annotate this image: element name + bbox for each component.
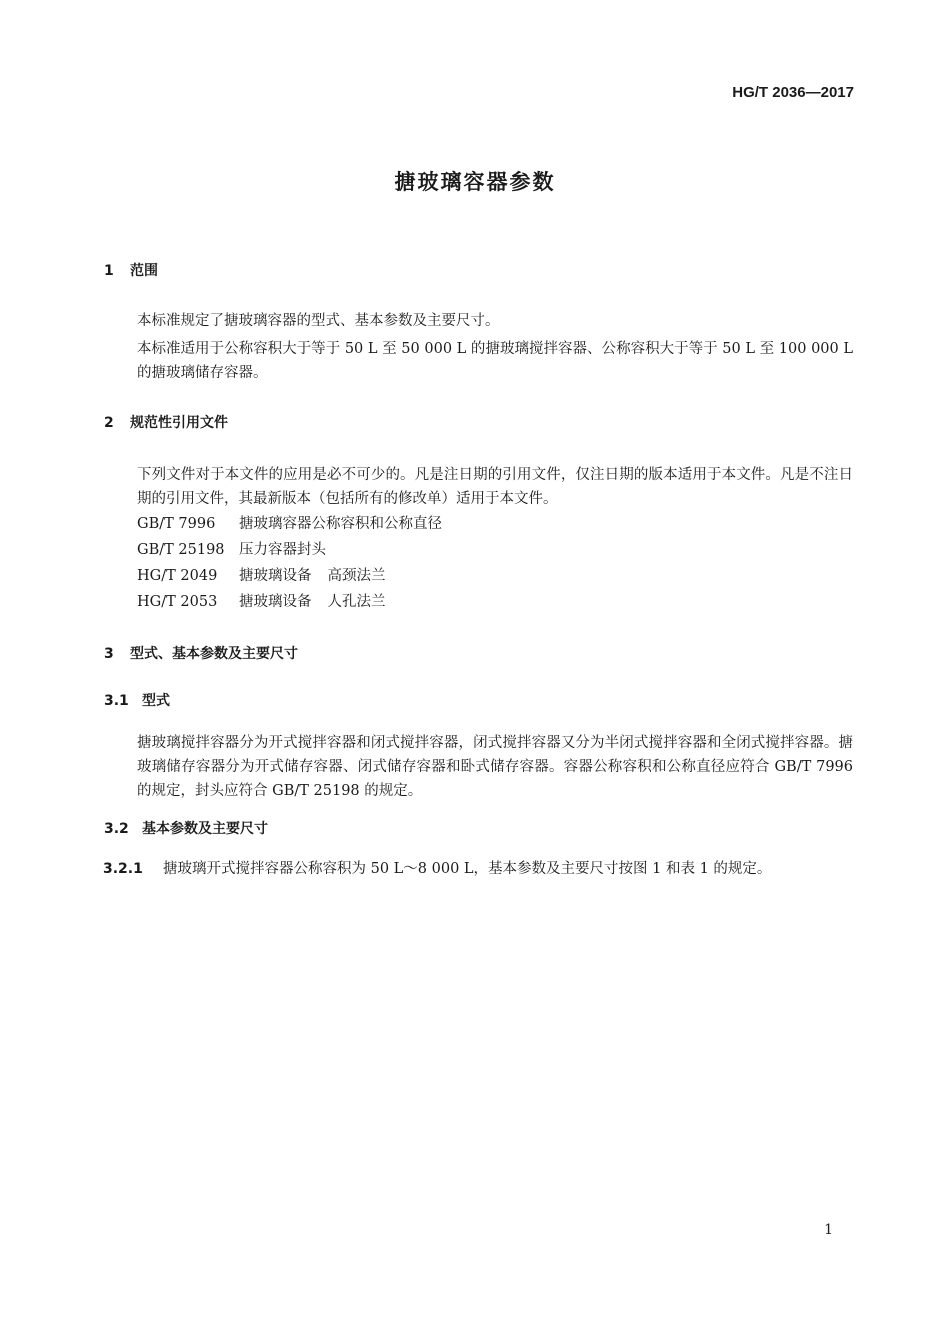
reference-item: [137, 589, 386, 615]
section-3-2-heading: [104, 818, 268, 838]
section-title: 范围: [130, 263, 158, 279]
section-title: 型式: [142, 693, 170, 709]
reference-item: [137, 511, 442, 537]
section-title: 规范性引用文件: [130, 415, 228, 431]
section-number: 3.2: [104, 821, 129, 837]
reference-subtitle: 人孔法兰: [327, 594, 386, 610]
section-1-heading: [104, 260, 158, 280]
clause-text: 搪玻璃开式搅拌容器公称容积为 50 L～8 000 L，基本参数及主要尺寸按图 1 和表 1 的规定。: [163, 861, 772, 877]
reference-subtitle: 高颈法兰: [327, 568, 386, 584]
reference-title: 搪玻璃容器公称容积和公称直径: [239, 516, 442, 532]
type-paragraph: 搪玻璃搅拌容器分为开式搅拌容器和闭式搅拌容器，闭式搅拌容器又分为半闭式搅拌容器和全闭式搅拌容器。搪玻璃储存容器分为开式储存容器、闭式储存容器和卧式储存容器。容器公称容积和公称直径应符合 GB/T 7996 的规定，封头应符合 GB/T 25198 的规定。: [137, 735, 853, 799]
section-title: 基本参数及主要尺寸: [142, 821, 268, 837]
reference-title: 压力容器封头: [239, 542, 326, 558]
section-2-heading: [104, 412, 228, 432]
section-title: 型式、基本参数及主要尺寸: [130, 646, 298, 662]
reference-code: GB/T 7996: [137, 516, 216, 532]
reference-code: GB/T 25198: [137, 542, 225, 558]
references-intro: 下列文件对于本文件的应用是必不可少的。凡是注日期的引用文件，仅注日期的版本适用于本文件。凡是不注日期的引用文件，其最新版本（包括所有的修改单）适用于本文件。: [137, 467, 853, 507]
document-title: 搪玻璃容器参数: [394, 170, 556, 194]
clause-3-2-1: [103, 857, 863, 878]
section-number: 3: [104, 646, 114, 662]
reference-code: HG/T 2049: [137, 568, 218, 584]
reference-title: 搪玻璃设备: [239, 568, 312, 584]
reference-item: [137, 563, 386, 589]
reference-item: [137, 537, 326, 563]
section-number: 1: [104, 263, 114, 279]
page-number: 1: [824, 1222, 833, 1238]
clause-number: 3.2.1: [103, 861, 143, 877]
section-number: 3.1: [104, 693, 129, 709]
scope-paragraph-1: 本标准规定了搪玻璃容器的型式、基本参数及主要尺寸。: [137, 313, 500, 329]
section-number: 2: [104, 415, 114, 431]
standard-code: HG/T 2036—2017: [732, 84, 854, 101]
section-3-1-heading: [104, 690, 170, 710]
reference-title: 搪玻璃设备: [239, 594, 312, 610]
scope-paragraph-2: 本标准适用于公称容积大于等于 50 L 至 50 000 L 的搪玻璃搅拌容器、公称容积大于等于 50 L 至 100 000 L 的搪玻璃储存容器。: [137, 341, 853, 381]
section-3-heading: [104, 643, 298, 663]
reference-code: HG/T 2053: [137, 594, 218, 610]
